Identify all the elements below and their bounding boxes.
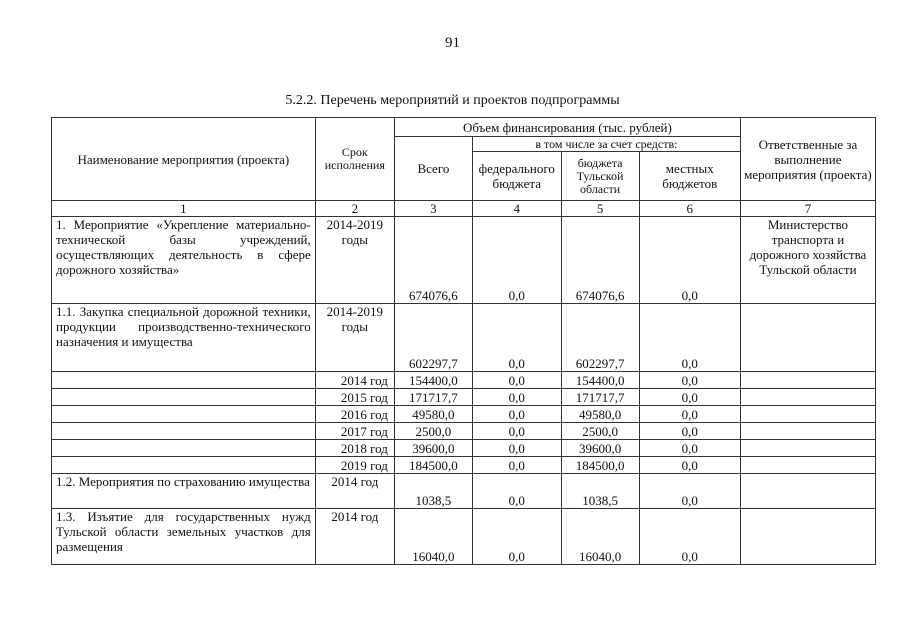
responsible-party [740,389,875,406]
header-federal: федерального бюджета [472,152,561,201]
activity-name: 1.3. Изъятие для государственных нужд Тульской области земельных участков для размещения [52,509,316,565]
activity-term: 2014 год [315,509,394,565]
regional-value: 16040,0 [561,509,639,565]
activity-name [52,389,316,406]
table-row [52,217,876,304]
activity-name [52,406,316,423]
activity-name [52,423,316,440]
total-value: 184500,0 [394,457,472,474]
total-value: 39600,0 [394,440,472,457]
local-value: 0,0 [639,406,740,423]
header-term: Срок исполнения [315,118,394,201]
regional-value: 39600,0 [561,440,639,457]
activity-term: 2014 год [315,372,394,389]
header-name: Наименование мероприятия (проекта) [52,118,316,201]
regional-value: 602297,7 [561,304,639,372]
local-value: 0,0 [639,372,740,389]
responsible-party [740,509,875,565]
local-value: 0,0 [639,440,740,457]
federal-value: 0,0 [472,509,561,565]
activity-term: 2014-2019 годы [315,217,394,304]
federal-value: 0,0 [472,304,561,372]
table-row [52,423,876,440]
local-value: 0,0 [639,423,740,440]
regional-value: 184500,0 [561,457,639,474]
activity-term: 2015 год [315,389,394,406]
regional-value: 1038,5 [561,474,639,509]
total-value: 674076,6 [394,217,472,304]
table-row [52,406,876,423]
responsible-party: Министерство транспорта и дорожного хозяйства Тульской области [740,217,875,304]
table-title: 5.2.2. Перечень мероприятий и проектов подпрограммы [285,93,620,108]
federal-value: 0,0 [472,406,561,423]
header-local: местных бюджетов [639,152,740,201]
activity-name: 1.2. Мероприятия по страхованию имущества [52,474,316,509]
regional-value: 674076,6 [561,217,639,304]
column-number: 2 [315,201,394,217]
activity-term: 2016 год [315,406,394,423]
activity-term: 2014 год [315,474,394,509]
column-number: 3 [394,201,472,217]
regional-value: 171717,7 [561,389,639,406]
total-value: 1038,5 [394,474,472,509]
column-number: 6 [639,201,740,217]
page-number: 91 [445,35,460,51]
activity-name: 1.1. Закупка специальной дорожной техники, продукции производственно-технического назначения и имущества [52,304,316,372]
total-value: 49580,0 [394,406,472,423]
federal-value: 0,0 [472,372,561,389]
total-value: 154400,0 [394,372,472,389]
federal-value: 0,0 [472,423,561,440]
total-value: 602297,7 [394,304,472,372]
activity-term: 2019 год [315,457,394,474]
activity-name [52,372,316,389]
table-row [52,372,876,389]
activity-term: 2014-2019 годы [315,304,394,372]
responsible-party [740,423,875,440]
responsible-party [740,304,875,372]
activities-table [51,117,876,565]
column-number: 4 [472,201,561,217]
column-number: 1 [52,201,316,217]
responsible-party [740,406,875,423]
local-value: 0,0 [639,217,740,304]
header-total: Всего [394,137,472,201]
table-row [52,457,876,474]
regional-value: 2500,0 [561,423,639,440]
table-row [52,440,876,457]
table-row [52,509,876,565]
activity-name [52,440,316,457]
responsible-party [740,457,875,474]
column-number: 5 [561,201,639,217]
column-number: 7 [740,201,875,217]
activity-name [52,457,316,474]
responsible-party [740,440,875,457]
activity-name: 1. Мероприятие «Укрепление материально-технической базы учреждений, осуществляющих деятельность в сфере дорожного хозяйства» [52,217,316,304]
header-responsible: Ответственные за выполнение мероприятия (проекта) [740,118,875,201]
total-value: 171717,7 [394,389,472,406]
activity-term: 2017 год [315,423,394,440]
table-row [52,304,876,372]
federal-value: 0,0 [472,217,561,304]
total-value: 16040,0 [394,509,472,565]
header-funding: Объем финансирования (тыс. рублей) [394,118,740,137]
local-value: 0,0 [639,474,740,509]
federal-value: 0,0 [472,457,561,474]
local-value: 0,0 [639,389,740,406]
regional-value: 154400,0 [561,372,639,389]
total-value: 2500,0 [394,423,472,440]
local-value: 0,0 [639,304,740,372]
regional-value: 49580,0 [561,406,639,423]
local-value: 0,0 [639,457,740,474]
federal-value: 0,0 [472,389,561,406]
federal-value: 0,0 [472,440,561,457]
header-including: в том числе за счет средств: [472,137,740,152]
federal-value: 0,0 [472,474,561,509]
responsible-party [740,372,875,389]
table-row [52,389,876,406]
responsible-party [740,474,875,509]
table-row [52,474,876,509]
activity-term: 2018 год [315,440,394,457]
local-value: 0,0 [639,509,740,565]
header-regional: бюджета Тульской области [561,152,639,201]
